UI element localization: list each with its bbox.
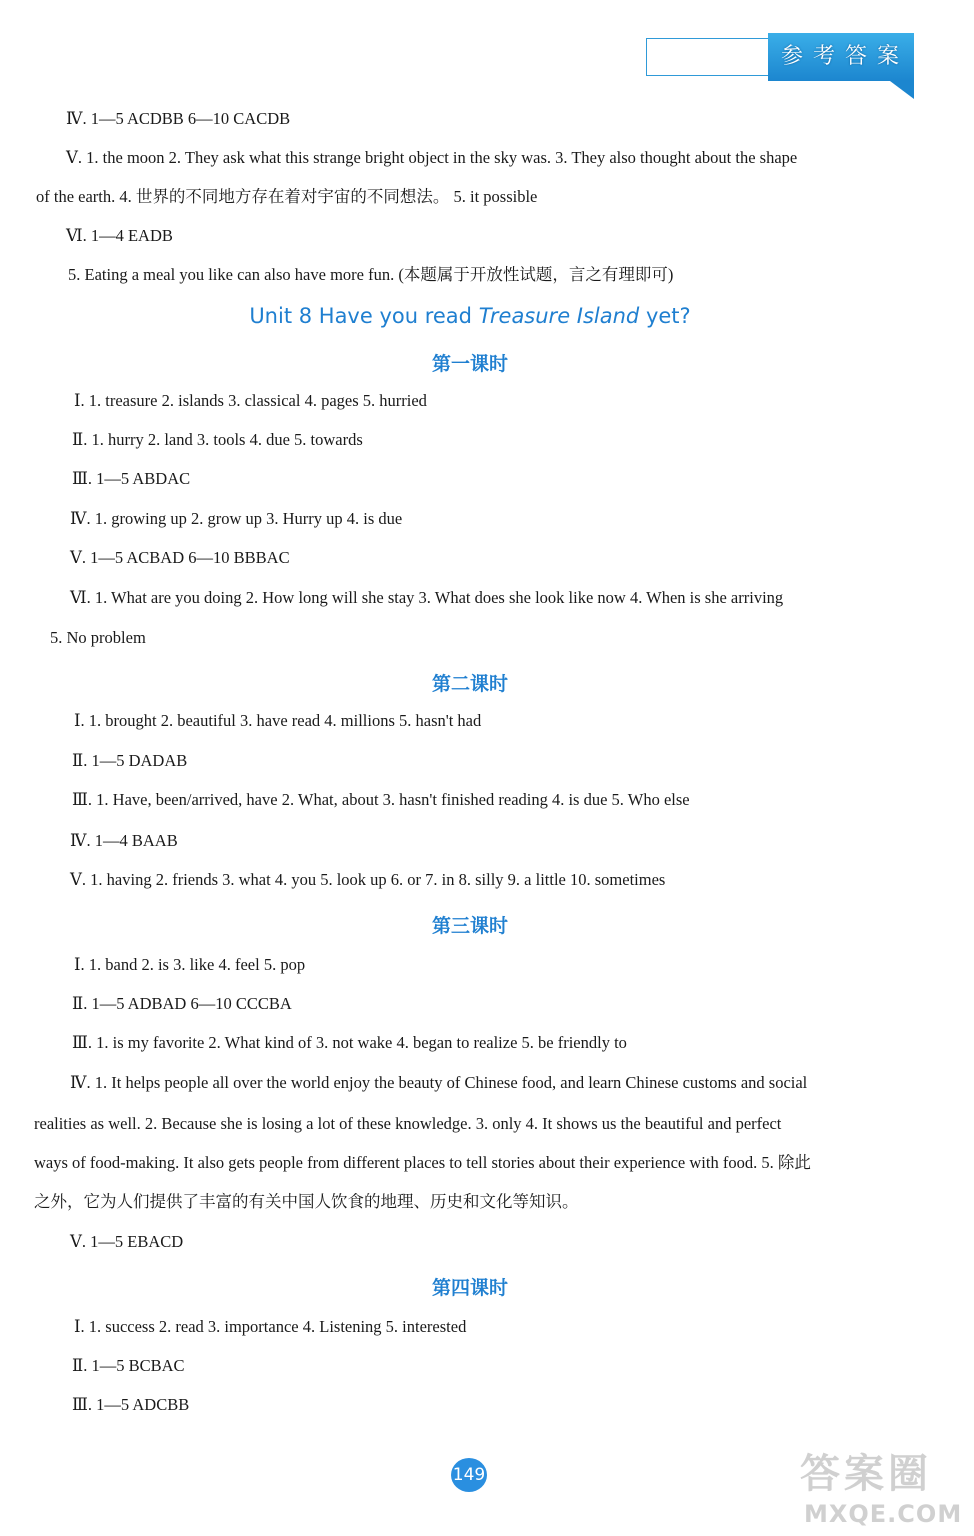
answer-line: Ⅲ. 1. is my favorite 2. What kind of 3. not wake 4. began to realize 5. be friendly to xyxy=(72,1033,627,1052)
answer-line: Ⅳ. 1—4 BAAB xyxy=(70,831,178,850)
watermark-url: MXQE.COM xyxy=(804,1500,963,1528)
answer-line: Ⅰ. 1. band 2. is 3. like 4. feel 5. pop xyxy=(74,955,306,974)
answer-key-tab: 参考答案 xyxy=(768,33,914,81)
answer-line: Ⅵ. 1. What are you doing 2. How long will she stay 3. What does she look like now 4. When is she arriving xyxy=(70,588,784,607)
answer-line: Ⅴ. 1. the moon 2. They ask what this strange bright object in the sky was. 3. They also thought about the shape xyxy=(66,148,798,167)
answer-line: Ⅵ. 1—4 EADB xyxy=(66,226,173,245)
unit-title xyxy=(0,304,940,328)
answer-line: Ⅲ. 1—5 ABDAC xyxy=(72,469,191,488)
answer-line: Ⅴ. 1—5 EBACD xyxy=(70,1232,184,1251)
answer-line: 5. Eating a meal you like can also have more fun. (本题属于开放性试题，言之有理即可) xyxy=(68,265,674,284)
answer-line: Ⅳ. 1. growing up 2. grow up 3. Hurry up 4. is due xyxy=(70,509,403,528)
header-tab-tail xyxy=(890,81,914,99)
answer-line: Ⅴ. 1. having 2. friends 3. what 4. you 5. look up 6. or 7. in 8. silly 9. a little 10. sometimes xyxy=(70,870,666,889)
answer-line: Ⅳ. 1. It helps people all over the world enjoy the beauty of Chinese food, and learn Chinese customs and social xyxy=(70,1073,808,1092)
answer-line: ways of food-making. It also gets people from different places to tell stories about their experience with food. 5. 除此 xyxy=(34,1153,811,1172)
unit-title-prefix: Unit 8 Have you read xyxy=(249,304,479,328)
answer-line: realities as well. 2. Because she is losing a lot of these knowledge. 3. only 4. It shows us the beautiful and perfect xyxy=(34,1114,782,1133)
section-heading: 第四课时 xyxy=(431,1277,508,1299)
header-blank-box xyxy=(646,38,768,76)
watermark-text: 答案圈 xyxy=(800,1451,932,1497)
answer-line: Ⅰ. 1. success 2. read 3. importance 4. Listening 5. interested xyxy=(74,1317,467,1336)
section-heading: 第三课时 xyxy=(431,915,508,937)
unit-title-book: Treasure Island xyxy=(478,304,640,328)
answer-line: Ⅳ. 1—5 ACDBB 6—10 CACDB xyxy=(66,109,291,128)
page-number: 149 xyxy=(451,1458,487,1492)
section-heading: 第二课时 xyxy=(431,673,508,695)
answer-line: Ⅱ. 1—5 ADBAD 6—10 CCCBA xyxy=(72,994,292,1013)
answer-line: Ⅲ. 1—5 ADCBB xyxy=(72,1395,190,1414)
answer-line: of the earth. 4. 世界的不同地方存在着对宇宙的不同想法。 5. it possible xyxy=(36,187,538,206)
answer-line: Ⅱ. 1—5 DADAB xyxy=(72,751,188,770)
answer-line: Ⅴ. 1—5 ACBAD 6—10 BBBAC xyxy=(70,548,290,567)
answer-line: Ⅰ. 1. treasure 2. islands 3. classical 4. pages 5. hurried xyxy=(74,391,427,410)
section-heading: 第一课时 xyxy=(431,353,508,375)
answer-line: 之外，它为人们提供了丰富的有关中国人饮食的地理、历史和文化等知识。 xyxy=(34,1192,579,1211)
watermark-logo xyxy=(800,1442,970,1532)
unit-title-suffix: yet? xyxy=(639,304,691,328)
answer-line: Ⅱ. 1. hurry 2. land 3. tools 4. due 5. towards xyxy=(72,430,363,449)
answer-line: Ⅲ. 1. Have, been/arrived, have 2. What, about 3. hasn't finished reading 4. is due 5. Who else xyxy=(72,790,690,809)
answer-line: Ⅰ. 1. brought 2. beautiful 3. have read 4. millions 5. hasn't had xyxy=(74,711,482,730)
answer-line: Ⅱ. 1—5 BCBAC xyxy=(72,1356,185,1375)
answer-line: 5. No problem xyxy=(50,628,146,647)
